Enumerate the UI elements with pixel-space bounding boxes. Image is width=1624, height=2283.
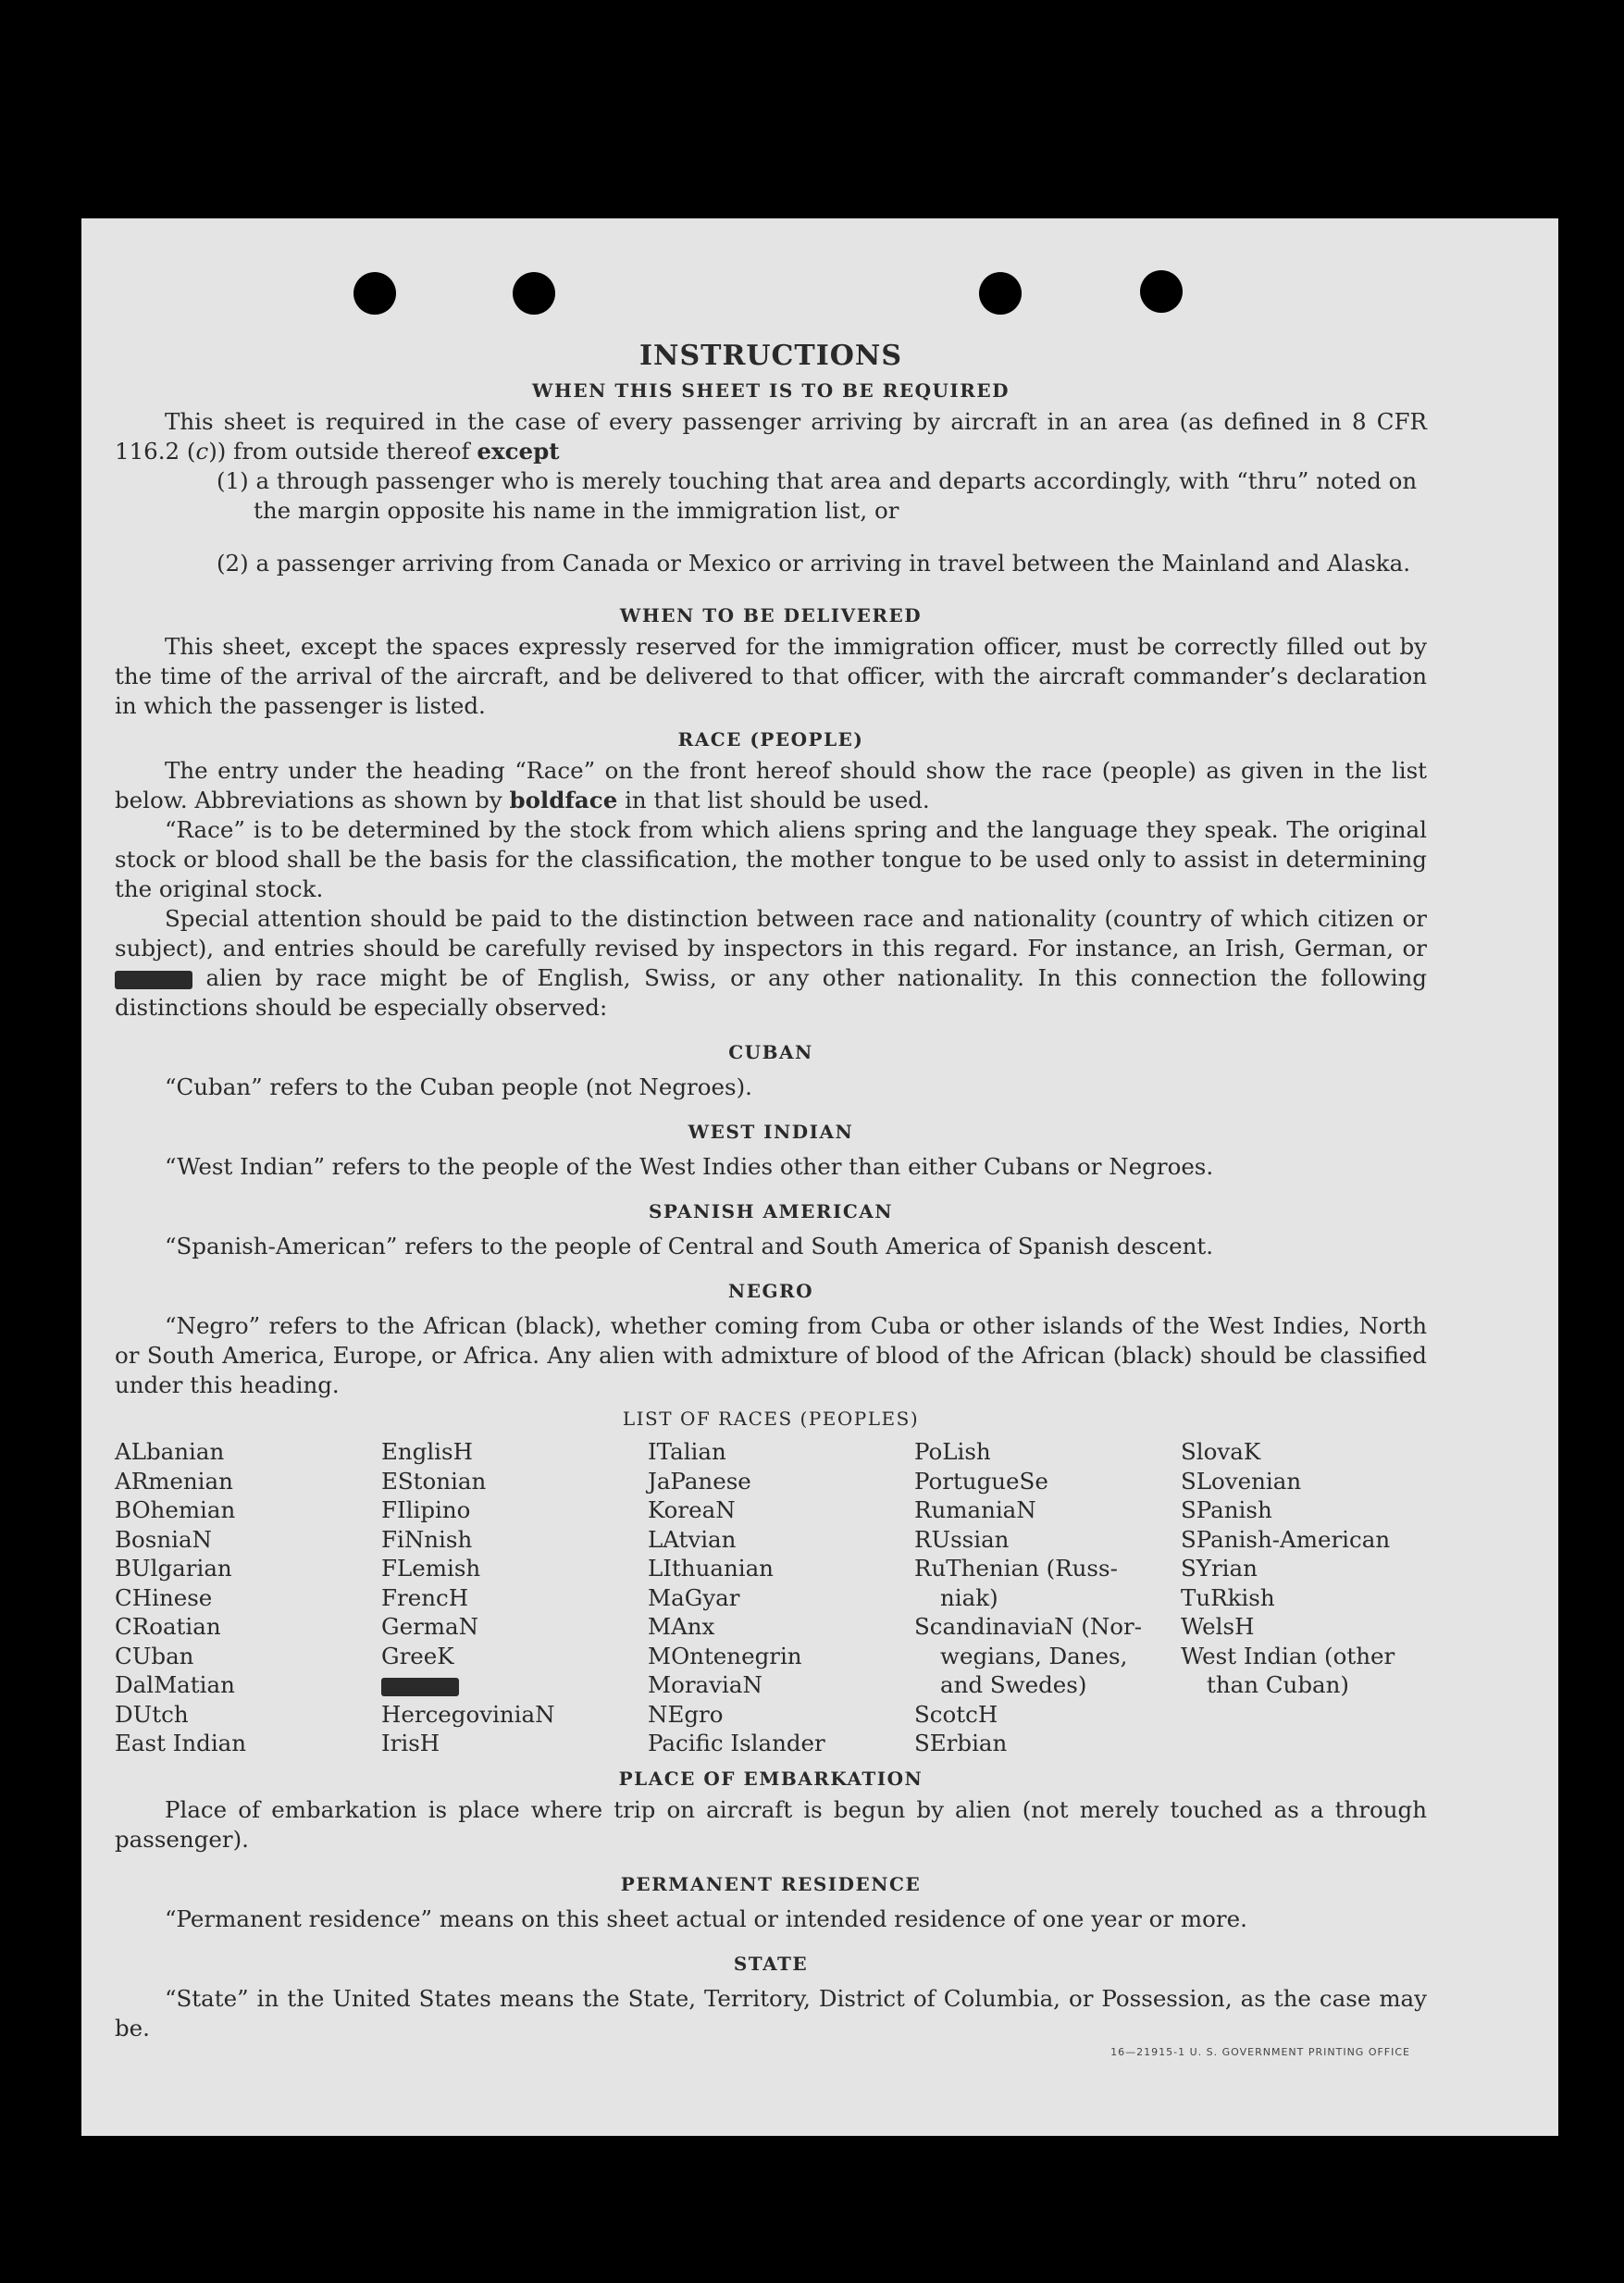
west-indian-definition: “West Indian” refers to the people of the West Indies other than either Cubans or Negroes. [165,1153,1214,1180]
section-heading: WHEN TO BE DELIVERED [619,604,923,627]
race-entry: CHinese [115,1583,213,1611]
race-entry: PortugueSe [914,1467,1048,1495]
section-heading: WHEN THIS SHEET IS TO BE REQUIRED [532,379,1010,402]
page-title: INSTRUCTIONS [639,340,902,372]
race-entry: FIlipino [381,1496,471,1523]
race-entry: RumaniaN [914,1496,1036,1523]
section-heading: STATE [733,1952,809,1975]
race-entry: Pacific Islander [648,1730,825,1756]
race-entry: DUtch [115,1700,189,1728]
state-definition: “State” in the United States means the State, Territory, District of Columbia, or Possession, as the case may be. [115,1984,1427,2041]
race-entry: FrencH [381,1583,469,1611]
race-entry: LAtvian [648,1525,737,1553]
race-entry: JaPanese [648,1467,751,1495]
instructions-body [115,341,1427,2043]
section-heading: CUBAN [728,1041,813,1063]
cuban-definition: “Cuban” refers to the Cuban people (not Negroes). [165,1073,752,1100]
race-entry: GreeK [381,1642,454,1669]
race-entry: MaGyar [648,1583,740,1611]
race-entry: KoreaN [648,1496,736,1523]
race-entry: SErbian [914,1730,1008,1756]
race-entry: HercegoviniaN [381,1700,555,1728]
race-text: Special attention should be paid to the distinction between race and nationality (country of which citizen or subject), and entries should be carefully revised by inspectors in this regard. For instance, an Irish, German, or [115,905,1427,962]
race-entry: CRoatian [115,1613,221,1640]
race-entry: FLemish [381,1555,481,1582]
punch-hole [1140,270,1183,313]
race-entry: EStonian [381,1467,487,1495]
race-entry: ScandinaviaN (Nor- [914,1613,1143,1640]
printer-imprint: 16—21915-1 U. S. GOVERNMENT PRINTING OFFICE [1110,2046,1410,2058]
race-entry: East Indian [115,1730,247,1756]
race-entry: RuThenian (Russ- [914,1555,1118,1582]
race-entry: ScotcH [914,1700,998,1728]
race-entry: and Swedes) [940,1671,1087,1698]
embarkation-definition: Place of embarkation is place where trip on aircraft is begun by alien (not merely touched as a through passenger). [115,1795,1427,1853]
required-intro-text: This sheet is required in the case of every passenger arriving by aircraft in an area (as defined in 8 CFR 116.2 ( [115,408,1427,465]
race-entry: niak) [940,1583,998,1611]
redaction-mark [381,1670,648,1700]
race-entry: SPanish-American [1181,1525,1391,1553]
race-entry: MOntenegrin [648,1642,802,1669]
race-paragraph-3 [115,904,1427,1023]
race-list [115,1437,1427,1758]
required-intro-italic: c [195,438,209,465]
race-entry: SYrian [1181,1555,1258,1582]
redaction-mark [115,971,192,989]
section-heading: WEST INDIAN [688,1121,854,1143]
race-paragraph-1 [115,756,1427,815]
punch-hole [979,272,1022,315]
race-entry: SPanish [1181,1496,1272,1523]
race-entry: SlovaK [1181,1438,1261,1465]
race-column-3 [648,1437,914,1758]
race-entry: RUssian [914,1525,1010,1553]
race-entry: BosniaN [115,1525,212,1553]
race-entry: than Cuban) [1207,1671,1349,1698]
section-heading: LIST OF RACES (PEOPLES) [622,1408,920,1430]
delivered-text: This sheet, except the spaces expressly reserved for the immigration officer, must be correctly filled out by the time of the arrival of the aircraft, and be delivered to that officer, with the aircraft commander’s declaration in which the passenger is listed. [115,633,1427,719]
race-entry: DalMatian [115,1671,235,1698]
race-bold: boldface [509,787,618,813]
exception-item-2: (2) a passenger arriving from Canada or Mexico or arriving in travel between the Mainland and Alaska. [217,549,1411,577]
race-entry: FiNnish [381,1525,473,1553]
section-heading: SPANISH AMERICAN [648,1200,894,1222]
section-heading: RACE (PEOPLE) [677,728,864,751]
race-column-2 [381,1437,648,1758]
section-heading: PERMANENT RESIDENCE [620,1872,922,1895]
race-entry: NEgro [648,1700,724,1728]
punch-hole [513,272,555,315]
required-intro [115,407,1427,466]
residence-definition: “Permanent residence” means on this sheet actual or intended residence of one year or more. [165,1905,1247,1932]
race-entry: ITalian [648,1438,726,1465]
race-entry: BOhemian [115,1496,236,1523]
race-column-4 [914,1437,1181,1758]
race-column-1 [115,1437,381,1758]
race-entry: ARmenian [115,1467,233,1495]
spanish-american-definition: “Spanish-American” refers to the people of Central and South America of Spanish descent. [165,1233,1214,1259]
section-heading: PLACE OF EMBARKATION [618,1767,924,1790]
required-intro-bold: except [477,438,560,465]
race-entry: LIthuanian [648,1555,774,1582]
negro-definition: “Negro” refers to the African (black), whether coming from Cuba or other islands of the West Indies, North or South America, Europe, or Africa. Any alien with admixture of blood of the African (black) should be classified under this heading. [115,1312,1427,1398]
race-entry: MoraviaN [648,1671,762,1698]
race-entry: TuRkish [1181,1583,1275,1611]
race-entry: IrisH [381,1730,440,1756]
race-entry: wegians, Danes, [940,1642,1128,1669]
race-entry: ALbanian [115,1438,225,1465]
race-column-5 [1181,1437,1447,1758]
race-text: The entry under the heading “Race” on the front hereof should show the race (people) as given in the list below. Abbreviations as shown by [115,757,1427,813]
exception-item-1: (1) a through passenger who is merely touching that area and departs accordingly, with “thru” noted on the margin opposite his name in the immigration list, or [217,467,1418,524]
race-entry: MAnx [648,1613,715,1640]
race-entry: WelsH [1181,1613,1255,1640]
race-entry: CUban [115,1642,194,1669]
race-entry: West Indian (other [1181,1642,1395,1669]
form-sheet [81,218,1558,2136]
race-entry: GermaN [381,1613,479,1640]
race-text: alien by race might be of English, Swiss, or any other nationality. In this connection the following distinctions should be especially observed: [115,964,1427,1021]
section-heading: NEGRO [727,1280,814,1302]
race-entry: SLovenian [1181,1467,1302,1495]
punch-hole [353,272,396,315]
race-paragraph-2: “Race” is to be determined by the stock from which aliens spring and the language they speak. The original stock or blood shall be the basis for the classification, the mother tongue to be used only to assist in determining the original stock. [115,816,1427,902]
race-entry: EnglisH [381,1438,473,1465]
required-intro-text: )) from outside thereof [208,438,477,465]
race-entry: PoLish [914,1438,991,1465]
race-text: in that list should be used. [617,787,930,813]
race-entry: BUlgarian [115,1555,232,1582]
